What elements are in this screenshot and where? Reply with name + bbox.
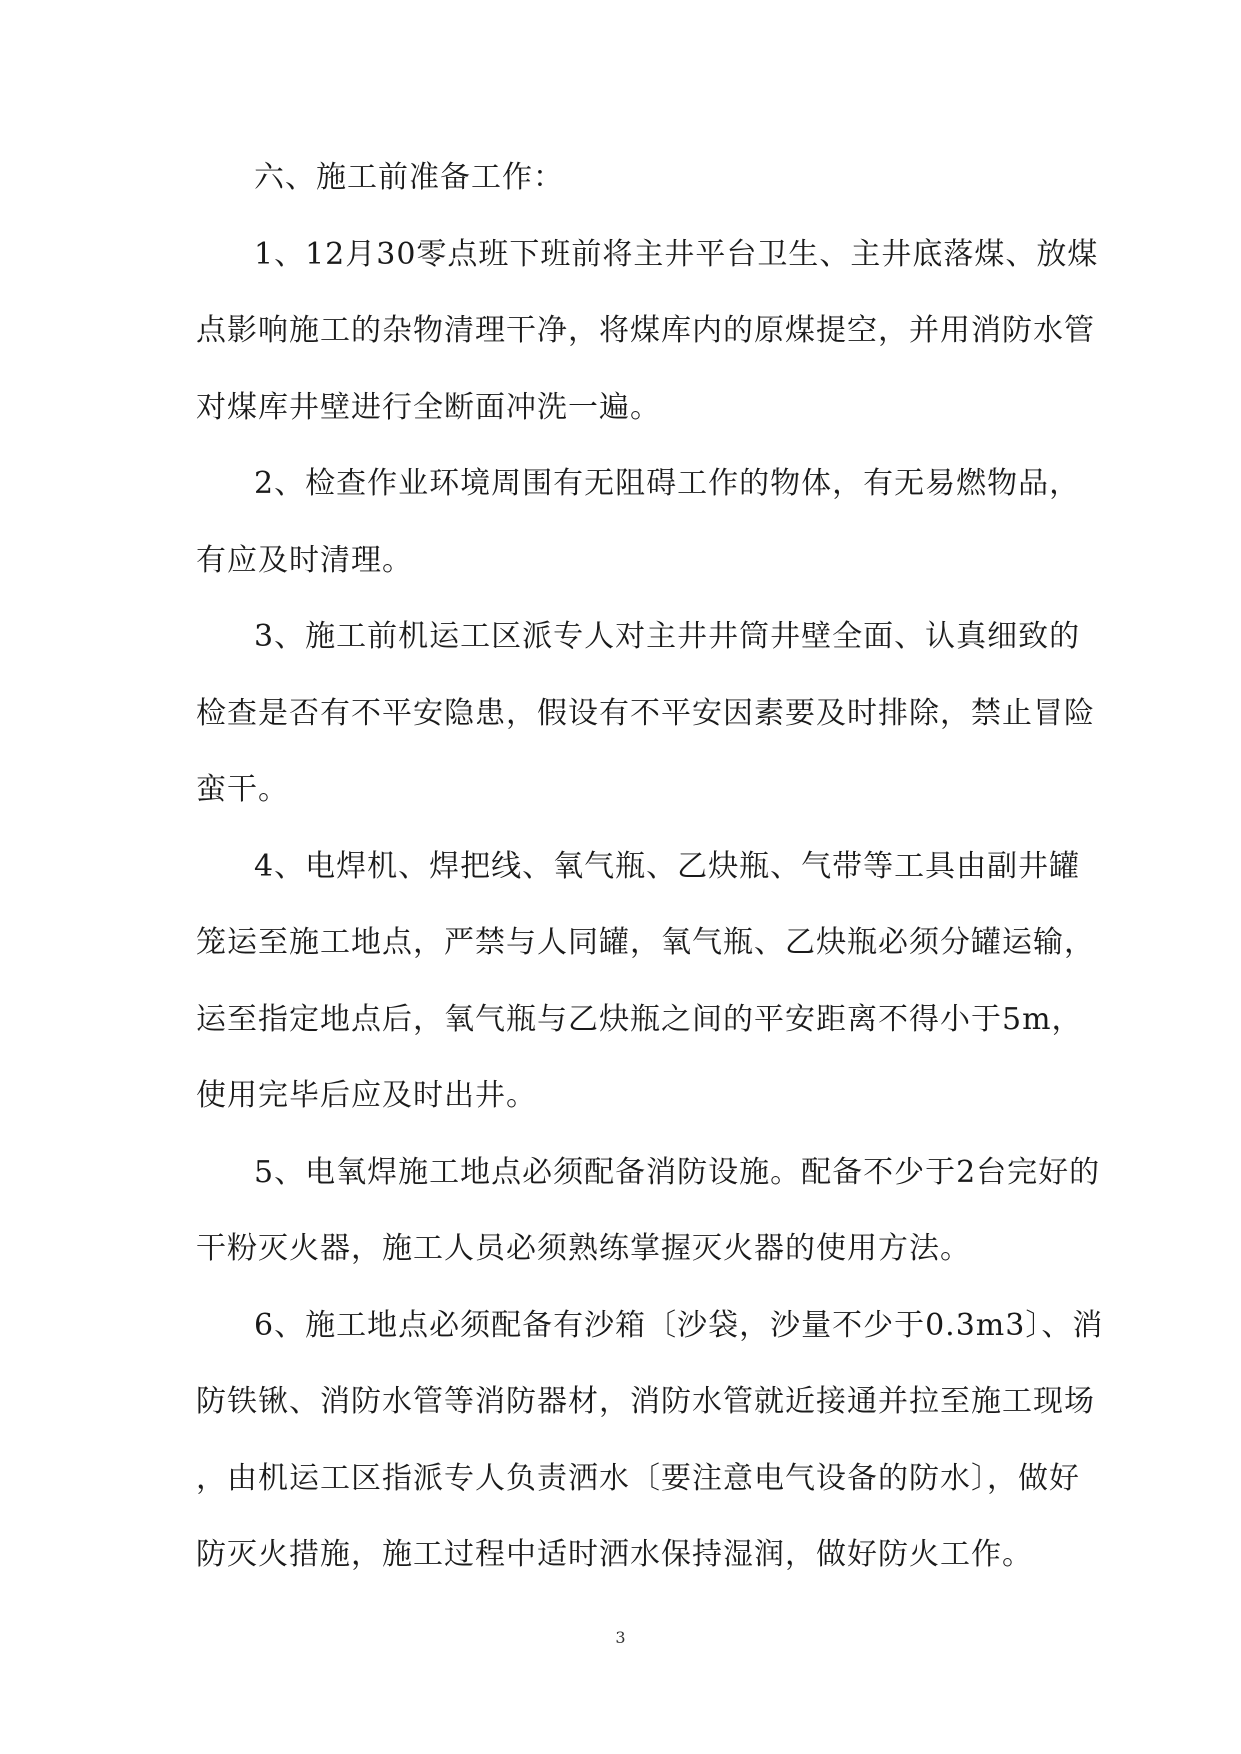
text-line: 六、施工前准备工作： <box>254 160 564 195</box>
document-body <box>196 148 1104 1602</box>
text-line: 4、电焊机、焊把线、氧气瓶、乙炔瓶、气带等工具由副井罐 <box>254 848 1081 884</box>
text-line: 1、12月30零点班下班前将主井平台卫生、主井底落煤、放煤 <box>254 236 1099 272</box>
text-line: 运至指定地点后，氧气瓶与乙炔瓶之间的平安距离不得小于5m， <box>196 1001 1083 1037</box>
text-line: 5、电氧焊施工地点必须配备消防设施。配备不少于2台完好的 <box>254 1154 1101 1190</box>
text-line: 6、施工地点必须配备有沙箱〔沙袋，沙量不少于0.3m3〕、消 <box>254 1307 1104 1343</box>
text-line: 2、检查作业环境周围有无阻碍工作的物体，有无易燃物品， <box>254 466 1081 501</box>
text-line: 干粉灭火器，施工人员必须熟练掌握灭火器的使用方法。 <box>196 1231 971 1266</box>
text-line: 点影响施工的杂物清理干净，将煤库内的原煤提空，并用消防水管 <box>196 313 1095 348</box>
text-line: 防铁锹、消防水管等消防器材，消防水管就近接通并拉至施工现场 <box>196 1384 1095 1419</box>
text-line: 3、施工前机运工区派专人对主井井筒井壁全面、认真细致的 <box>254 619 1081 654</box>
text-line: 笼运至施工地点，严禁与人同罐，氧气瓶、乙炔瓶必须分罐运输， <box>196 925 1095 960</box>
page-number: 3 <box>615 1628 626 1647</box>
text-line: 防灭火措施，施工过程中适时洒水保持湿润，做好防火工作。 <box>196 1537 1033 1572</box>
text-line: 蛮干。 <box>196 772 289 807</box>
text-line: 对煤库井壁进行全断面冲洗一遍。 <box>196 389 661 425</box>
text-line: 使用完毕后应及时出井。 <box>196 1078 537 1113</box>
text-line: 有应及时清理。 <box>196 542 413 578</box>
text-line: 检查是否有不平安隐患，假设有不平安因素要及时排除，禁止冒险 <box>196 695 1095 731</box>
text-line: ，由机运工区指派专人负责洒水〔要注意电气设备的防水〕，做好 <box>196 1460 1080 1496</box>
